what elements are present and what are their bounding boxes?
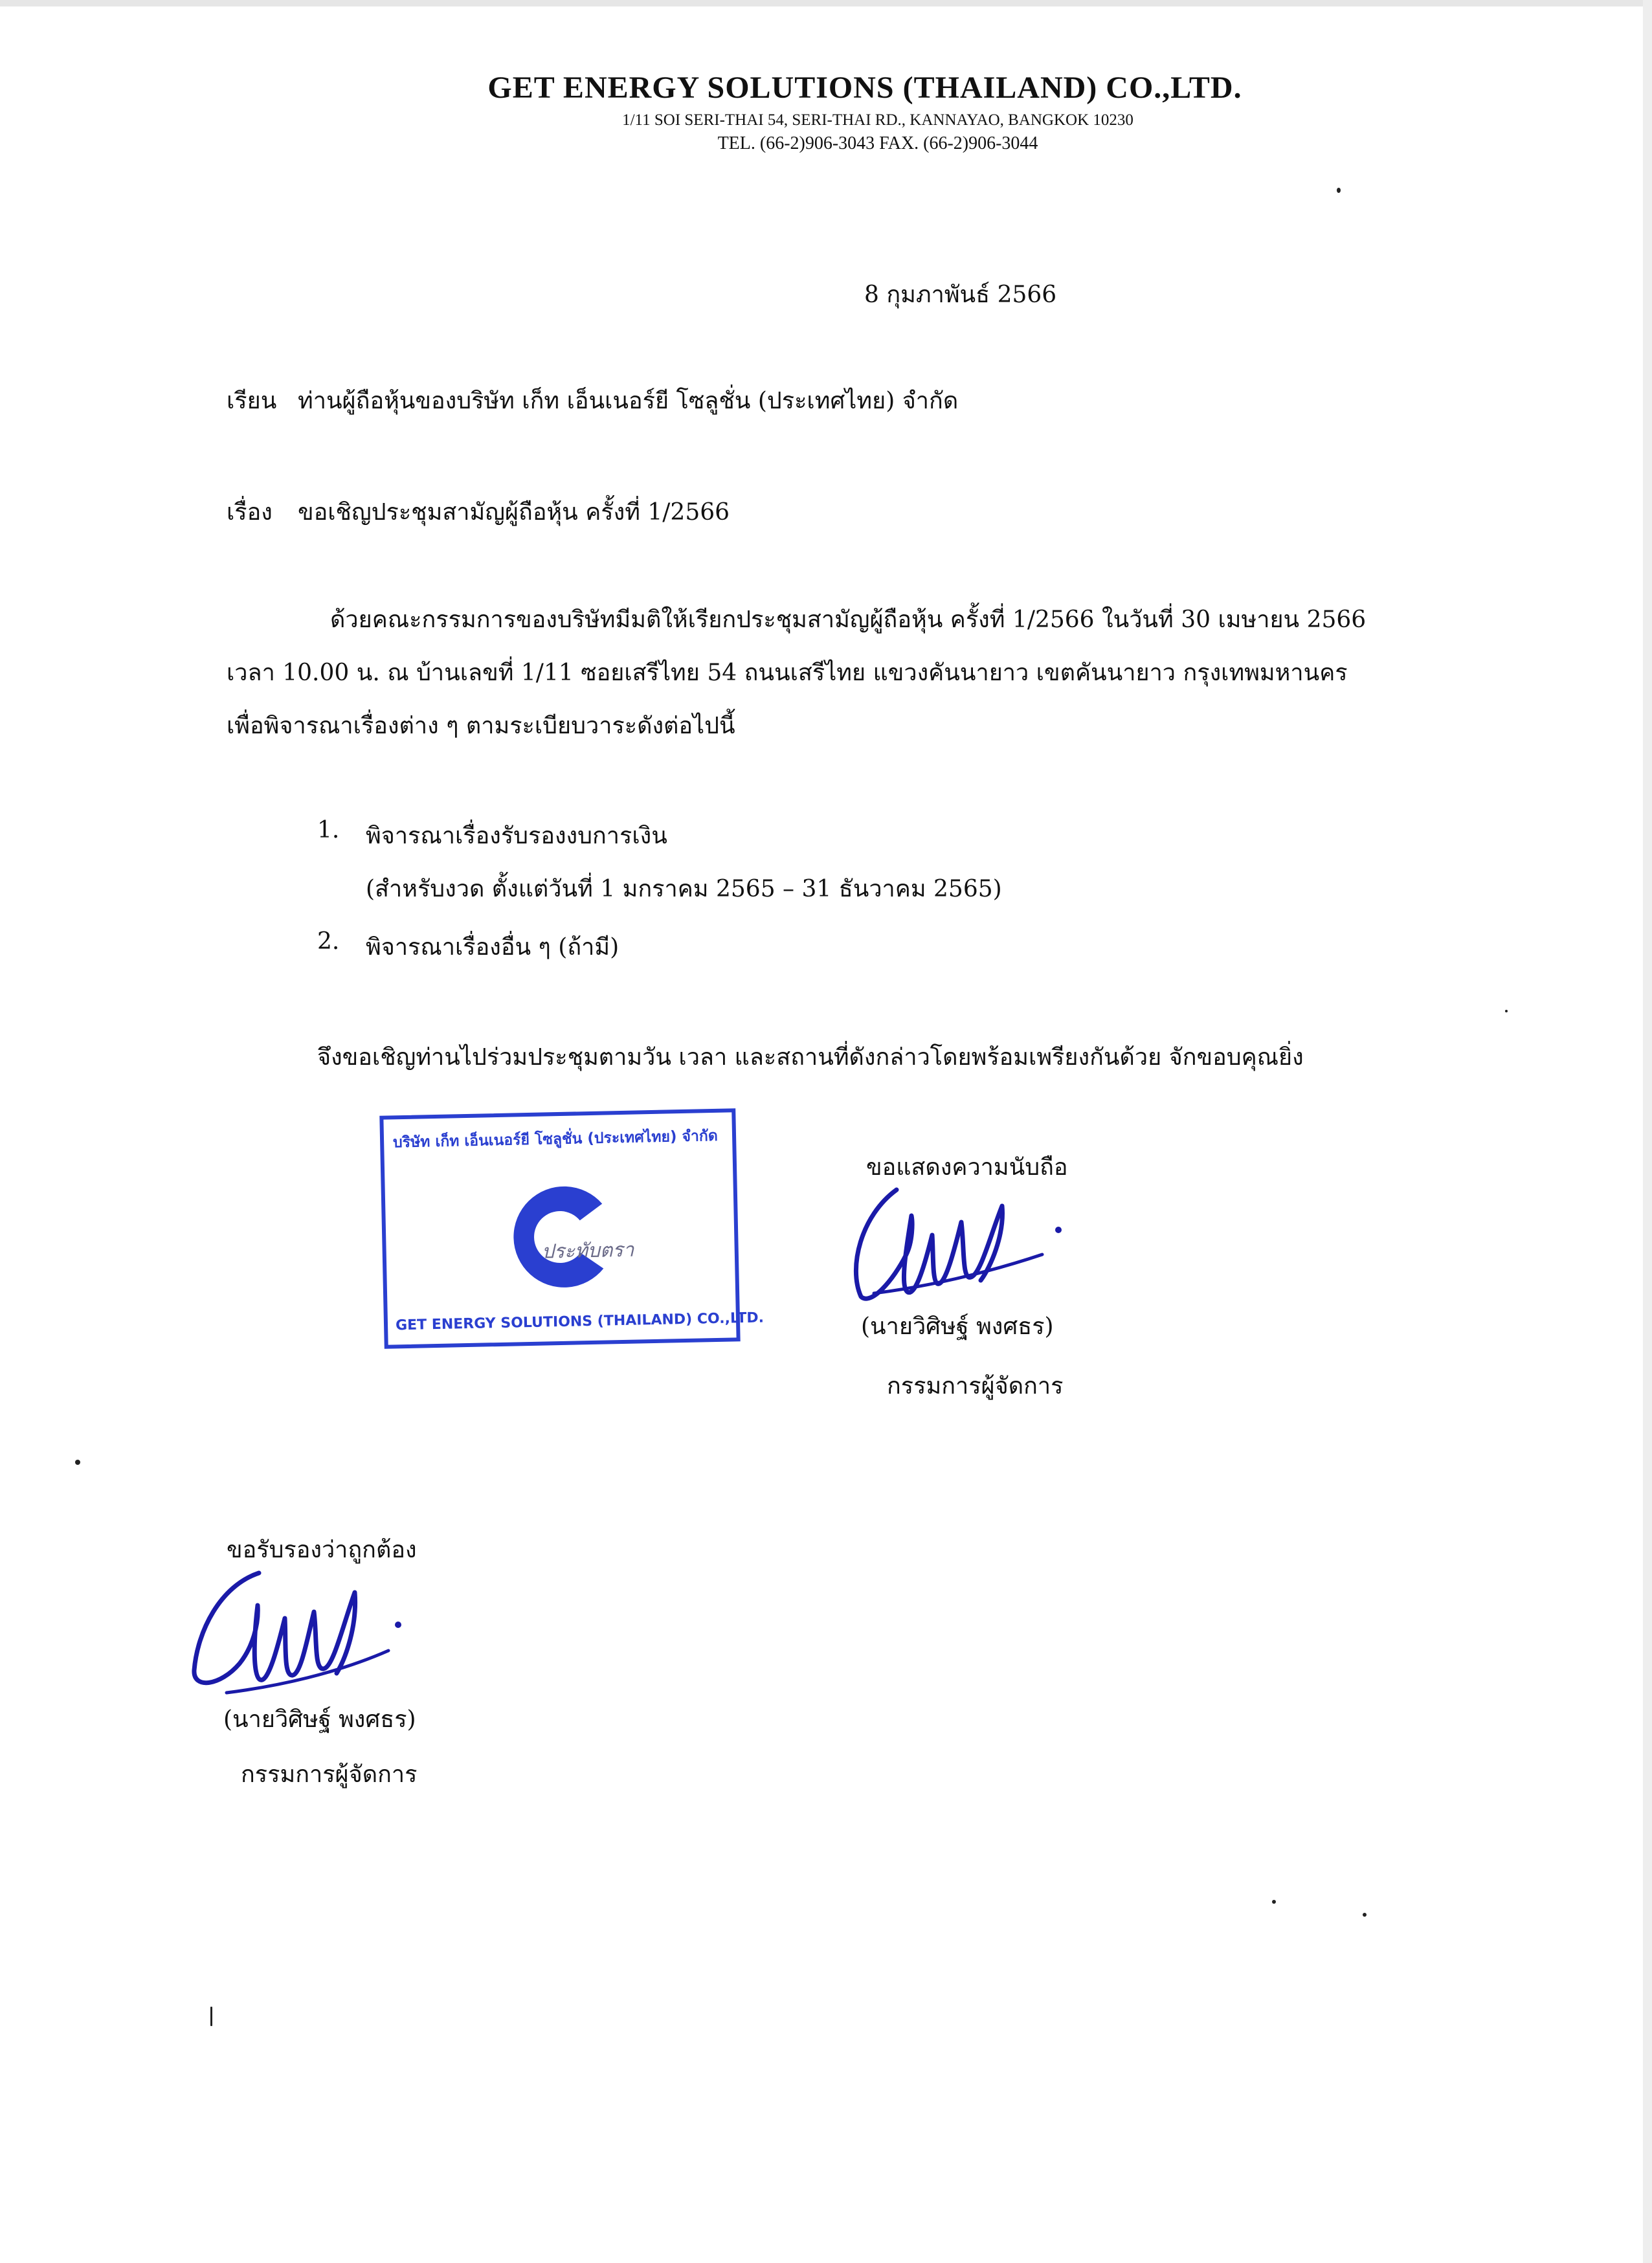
signature-icon: [835, 1177, 1081, 1306]
company-stamp: [379, 1108, 765, 1348]
subject-label: เรื่อง: [227, 499, 273, 526]
closing-sentence: จึงขอเชิญท่านไปร่วมประชุมตามวัน เวลา และสถานที่ดังกล่าวโดยพร้อมเพรียงกันด้วย จักขอบคุณยิ่ง: [317, 1044, 1304, 1071]
recipient-label: เรียน: [227, 388, 277, 414]
scan-speck: [1272, 1900, 1276, 1904]
signer-title: กรรมการผู้จัดการ: [241, 1761, 418, 1788]
signer-name: (นายวิศิษฐ์ พงศธร): [861, 1313, 1054, 1340]
scan-edge: [0, 0, 1652, 6]
scan-edge: [1643, 0, 1652, 2263]
signer-name: (นายวิศิษฐ์ พงศธร): [223, 1706, 416, 1733]
company-address: 1/11 SOI SERI-THAI 54, SERI-THAI RD., KANNAYAO, BANGKOK 10230: [622, 111, 1133, 129]
scan-speck: [210, 2007, 212, 2026]
body-paragraph-line: ด้วยคณะกรรมการของบริษัทมีมติให้เรียกประชุมสามัญผู้ถือหุ้น ครั้งที่ 1/2566 ในวันที่ 30 เมษายน 2566: [330, 607, 1367, 633]
agenda-item-text: พิจารณาเรื่องอื่น ๆ (ถ้ามี): [366, 934, 620, 961]
scan-speck: [1505, 1010, 1508, 1012]
stamp-seal-word: ประทับตรา: [541, 1238, 634, 1264]
certification-text: ขอรับรองว่าถูกต้อง: [227, 1537, 417, 1563]
scan-speck: [1363, 1913, 1367, 1917]
body-paragraph-line: เวลา 10.00 น. ณ บ้านเลขที่ 1/11 ซอยเสรีไทย 54 ถนนเสรีไทย แขวงคันนายาว เขตคันนายาว กรุงเทพมหานคร: [227, 660, 1348, 686]
regards-text: ขอแสดงความนับถือ: [866, 1154, 1068, 1181]
letter-date: 8 กุมภาพันธ์ 2566: [864, 282, 1057, 308]
signature-icon: [181, 1554, 414, 1702]
signer-title: กรรมการผู้จัดการ: [887, 1373, 1064, 1399]
company-contact: TEL. (66-2)906-3043 FAX. (66-2)906-3044: [717, 133, 1038, 153]
agenda-item-note: (สำหรับงวด ตั้งแต่วันที่ 1 มกราคม 2565 – 31 ธันวาคม 2565): [366, 876, 1002, 902]
recipient-text: ท่านผู้ถือหุ้นของบริษัท เก็ท เอ็นเนอร์ยี โซลูชั่น (ประเทศไทย) จำกัด: [298, 388, 959, 414]
body-paragraph-line: เพื่อพิจารณาเรื่องต่าง ๆ ตามระเบียบวาระดังต่อไปนี้: [227, 713, 735, 739]
stamp-english-name: GET ENERGY SOLUTIONS (THAILAND) CO.,LTD.: [395, 1310, 765, 1334]
stamp-thai-name: บริษัท เก็ท เอ็นเนอร์ยี โซลูชั่น (ประเทศไทย) จำกัด: [392, 1127, 719, 1152]
subject-text: ขอเชิญประชุมสามัญผู้ถือหุ้น ครั้งที่ 1/2566: [298, 499, 730, 526]
agenda-item-text: พิจารณาเรื่องรับรองงบการเงิน: [366, 823, 667, 849]
scan-speck: [1337, 188, 1341, 193]
company-name: GET ENERGY SOLUTIONS (THAILAND) CO.,LTD.: [487, 71, 1242, 105]
scan-speck: [75, 1460, 80, 1465]
agenda-item-number: 1.: [317, 817, 340, 843]
agenda-item-number: 2.: [317, 928, 340, 955]
